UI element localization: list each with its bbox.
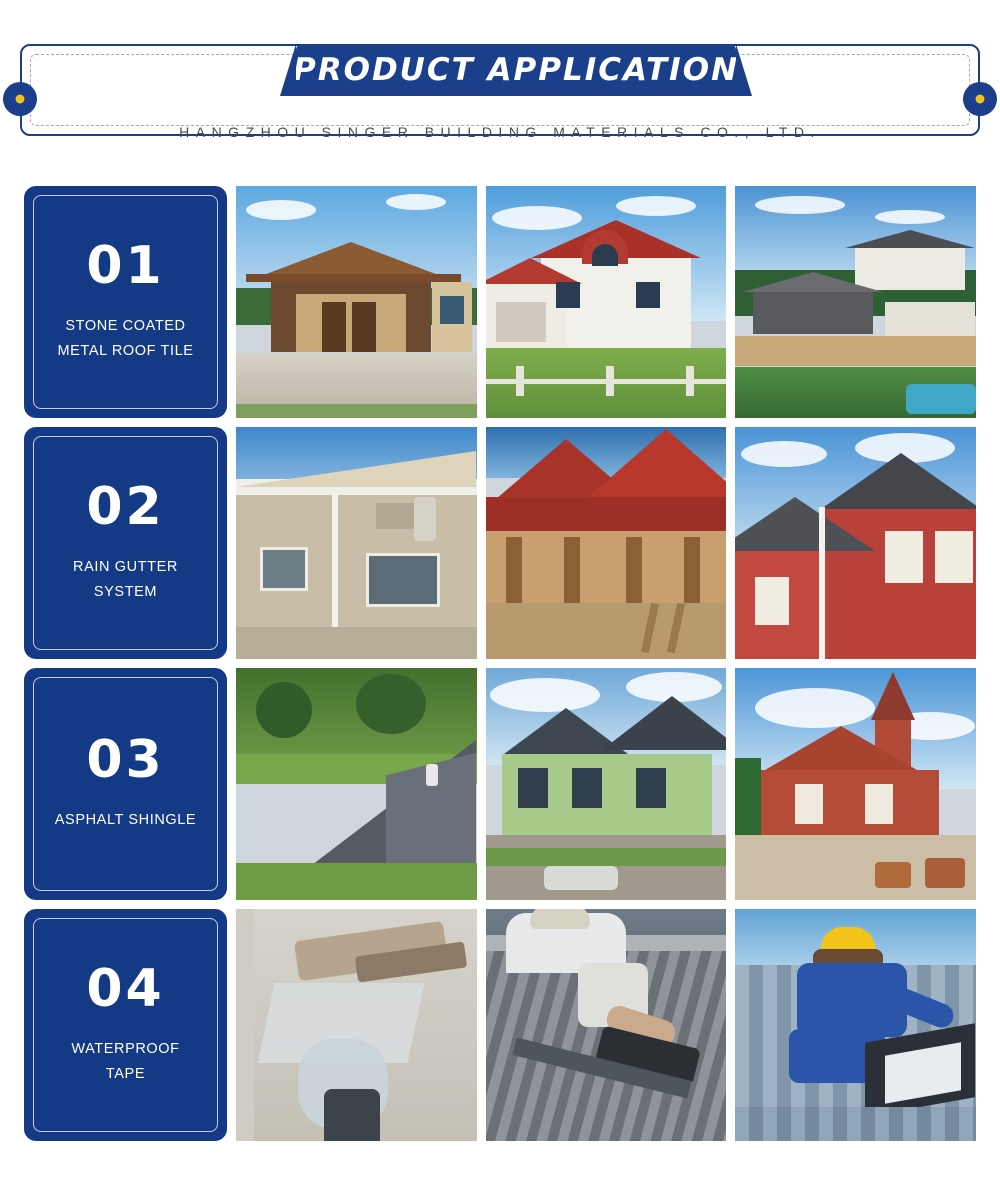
application-row: [24, 909, 976, 1141]
application-number: 02: [86, 476, 165, 537]
application-label: [71, 1037, 179, 1088]
application-number: 03: [86, 730, 165, 791]
header-right-dot-icon: [963, 82, 997, 116]
application-photo: [735, 427, 976, 659]
page-header: [20, 20, 980, 140]
application-label-line1: WATERPROOF: [71, 1040, 180, 1057]
company-name: HANGZHOU SINGER BUILDING MATERIALS CO., LTD.: [179, 124, 821, 140]
application-label-card-01: [24, 186, 227, 418]
application-row: [24, 186, 976, 418]
application-label-line2: SYSTEM: [93, 584, 158, 600]
application-label-line1: ASPHALT SHINGLE: [54, 812, 197, 829]
application-number: 01: [86, 235, 165, 296]
application-grid: [24, 186, 976, 1141]
application-label-card-04: [24, 909, 227, 1141]
application-photo: [236, 668, 477, 900]
application-photo: [486, 186, 727, 418]
application-photo: [236, 909, 477, 1141]
application-label-line2: METAL ROOF TILE: [57, 343, 194, 359]
page-title: PRODUCT APPLICATION: [293, 52, 740, 88]
application-label-card-03: [24, 668, 227, 900]
application-photo: [486, 909, 727, 1141]
application-photo: [236, 427, 477, 659]
application-label-line1: STONE COATED: [65, 317, 186, 334]
application-photo: [236, 186, 477, 418]
application-photo: [486, 668, 727, 900]
application-label: [57, 314, 193, 365]
application-label-line2: TAPE: [105, 1066, 146, 1082]
application-photo: [486, 427, 727, 659]
header-left-dot-icon: [3, 82, 37, 116]
application-label: [73, 555, 178, 606]
application-number: 04: [86, 958, 165, 1019]
application-photo: [735, 909, 976, 1141]
application-photo: [735, 668, 976, 900]
application-row: [24, 427, 976, 659]
header-title-banner: [293, 44, 740, 96]
application-label-card-02: [24, 427, 227, 659]
application-label-line1: RAIN GUTTER: [73, 558, 178, 575]
application-row: [24, 668, 976, 900]
application-label: [55, 808, 196, 833]
application-photo: [735, 186, 976, 418]
